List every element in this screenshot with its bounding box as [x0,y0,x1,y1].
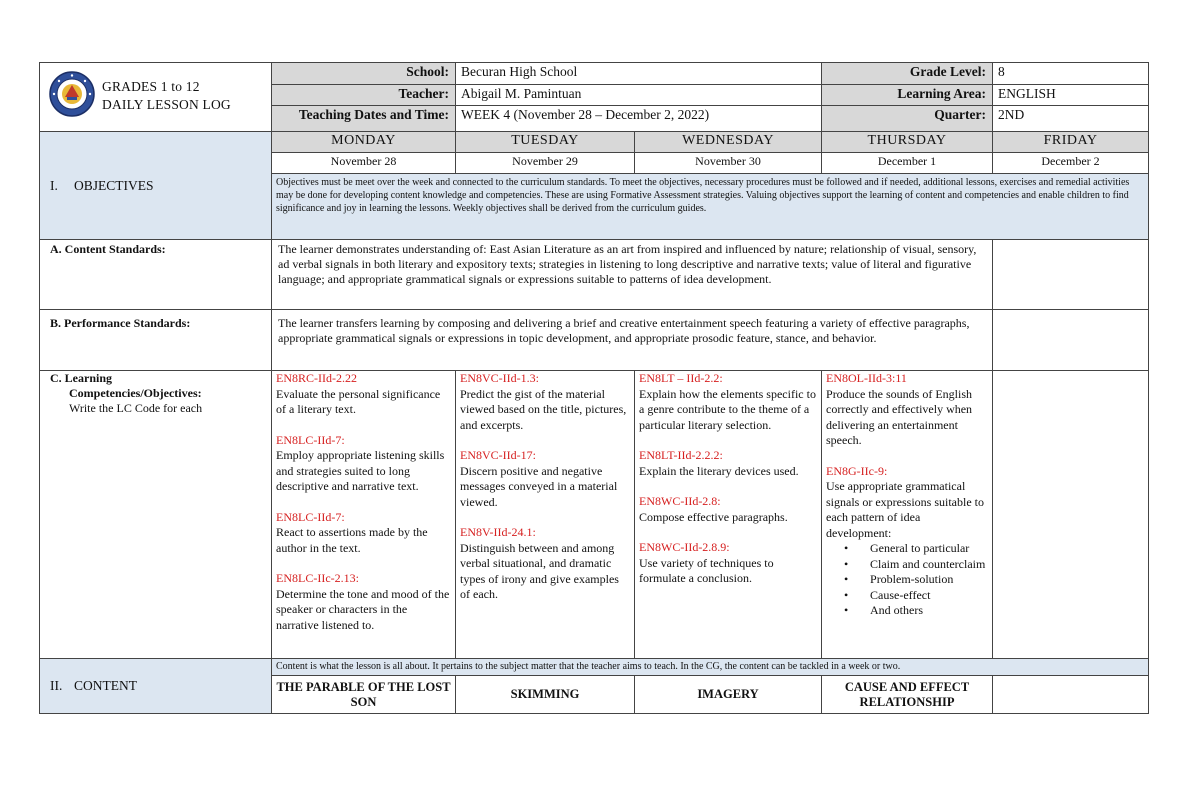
content-standards-friday [993,240,1149,310]
competency-code: EN8RC-IId-2.22 [276,371,357,385]
competency-text: Discern positive and negative messages conveyed in a material viewed. [460,463,618,509]
list-item: • General to particular [844,541,988,557]
competencies-monday [272,371,456,659]
content-number: II. [50,678,63,693]
competencies-label-line2: Competencies/Objectives: [69,386,202,400]
competency-text: Evaluate the personal significance of a literary text. [276,386,441,416]
competency-code: EN8LC-IIc-2.13: [276,571,359,585]
competency-text: Use variety of techniques to formulate a conclusion. [639,555,774,585]
competency-item [639,371,817,433]
school-value: Becuran High School [456,63,822,85]
logo-title-cell [40,63,272,132]
competency-text: Distinguish between and among verbal situational, and dramatic types of irony and give examples of each. [460,540,619,601]
learning-area-label: Learning Area: [822,85,993,106]
content-topic-thursday: CAUSE AND EFFECT RELATIONSHIP [822,676,993,714]
date-monday: November 28 [272,153,456,174]
competency-code: EN8VC-IId-17: [460,448,536,462]
date-thursday: December 1 [822,153,993,174]
competencies-label [40,371,272,659]
date-friday: December 2 [993,153,1149,174]
competency-code: EN8LC-IId-7: [276,432,345,447]
competency-text: Compose effective paragraphs. [639,509,788,524]
content-standards-text: The learner demonstrates understanding of: East Asian Literature as an art from inspired and influenced by nature; relationship of visual, sensory, ad verbal signals in both literary and expository texts; strategies in listening to long descriptive and narrative texts; value of literal and figurative language; and appropriate grammatical signals or expressions suitable to patterns of idea development. [272,240,993,310]
content-topic-tuesday: SKIMMING [456,676,635,714]
learning-area-value: ENGLISH [993,85,1149,106]
objectives-title: OBJECTIVES [74,177,154,193]
day-tuesday: TUESDAY [456,132,635,153]
competencies-label-line1: C. Learning [50,371,113,385]
competency-item [826,371,988,449]
performance-standards-text: The learner transfers learning by composing and delivering a brief and creative entertainment speech featuring a variety of effective paragraphs, appropriate grammatical signals or expressions in topic development, and appropriate prosodic feature, stance, and behavior. [272,310,993,371]
competency-text: Explain how the elements specific to a genre contribute to the theme of a particular literary selection. [639,386,816,432]
competency-code: EN8VC-IId-1.3: [460,371,539,385]
day-monday: MONDAY [272,132,456,153]
teaching-dates-label: Teaching Dates and Time: [272,106,456,132]
content-topic-friday [993,676,1149,714]
form-title-line1: GRADES 1 to 12 [102,79,200,94]
list-item: • Problem-solution [844,572,988,588]
day-wednesday: WEDNESDAY [635,132,822,153]
lesson-log-table [39,62,1149,714]
grade-level-label: Grade Level: [822,63,993,85]
school-label: School: [272,63,456,85]
content-note: Content is what the lesson is all about. It pertains to the subject matter that the teacher aims to teach. In the CG, the content can be tackled in a week or two. [272,659,1149,676]
competency-text: Predict the gist of the material viewed based on the title, pictures, and excerpts. [460,386,627,432]
performance-standards-label: B. Performance Standards: [40,310,272,371]
content-title: CONTENT [74,678,137,693]
competency-item [460,525,630,603]
quarter-label: Quarter: [822,106,993,132]
content-topic-monday: THE PARABLE OF THE LOST SON [272,676,456,714]
competency-item [639,448,817,479]
competency-text: React to assertions made by the author in the text. [276,525,428,555]
competencies-wednesday [635,371,822,659]
content-heading [40,659,272,714]
competency-item [826,464,988,542]
competency-code: EN8LT-IId-2.2.2: [639,448,723,462]
competency-text: Use appropriate grammatical signals or expressions suitable to each pattern of idea development: [826,479,984,540]
competency-code: EN8V-IId-24.1: [460,525,536,539]
objectives-number: I. [50,177,58,193]
competencies-label-line3: Write the LC Code for each [69,401,203,415]
competency-text: Determine the tone and mood of the speaker or characters in the narrative listened to. [276,586,450,632]
content-standards-label: A. Content Standards: [40,240,272,310]
competency-code: EN8WC-IId-2.8: [639,494,721,508]
competencies-thursday [822,371,993,659]
teacher-label: Teacher: [272,85,456,106]
teaching-dates-value: WEEK 4 (November 28 – December 2, 2022) [456,106,822,132]
competency-item [460,371,630,433]
deped-seal-icon [48,70,96,123]
competency-item [639,540,817,587]
competency-item [276,433,451,495]
quarter-value: 2ND [993,106,1149,132]
list-item: • Cause-effect [844,588,988,604]
competency-item [276,510,451,557]
performance-standards-friday [993,310,1149,371]
competency-text: Explain the literary devices used. [639,463,799,478]
competency-item [276,571,451,633]
date-wednesday: November 30 [635,153,822,174]
competency-code: EN8WC-IId-2.8.9: [639,540,730,554]
grade-level-value: 8 [993,63,1149,85]
competency-item [276,371,451,418]
competency-code: EN8LC-IId-7: [276,509,345,524]
list-item: • Claim and counterclaim [844,557,988,573]
list-item: • And others [844,603,988,619]
form-title-line2: DAILY LESSON LOG [102,97,231,112]
objectives-heading [40,132,272,240]
competency-text: Employ appropriate listening skills and strategies suited to long descriptive and narrative text. [276,448,445,493]
competency-code: EN8LT – IId-2.2: [639,371,723,385]
competency-text: Produce the sounds of English correctly and effectively when delivering an entertainment speech. [826,386,973,447]
day-friday: FRIDAY [993,132,1149,153]
competency-item [460,448,630,510]
competency-code: EN8G-IIc-9: [826,463,888,478]
competency-item [639,494,817,525]
teacher-value: Abigail M. Pamintuan [456,85,822,106]
competencies-friday [993,371,1149,659]
form-title [102,78,231,114]
date-tuesday: November 29 [456,153,635,174]
daily-lesson-log [39,62,1148,714]
competencies-tuesday [456,371,635,659]
pattern-list [844,541,988,619]
day-thursday: THURSDAY [822,132,993,153]
content-topic-wednesday: IMAGERY [635,676,822,714]
objectives-note: Objectives must be meet over the week and connected to the curriculum standards. To meet the objectives, necessary procedures must be followed and if needed, additional lessons, exercises and remedial activities may be done for developing content knowledge and competencies. These are using Formative Assessment strategies. Valuing objectives support the learning of content and competencies and enable children to find significance and joy in learning the lessons. Weekly objectives shall be derived from the curriculum guides. [272,174,1149,240]
competency-code: EN8OL-IId-3:11 [826,371,907,385]
